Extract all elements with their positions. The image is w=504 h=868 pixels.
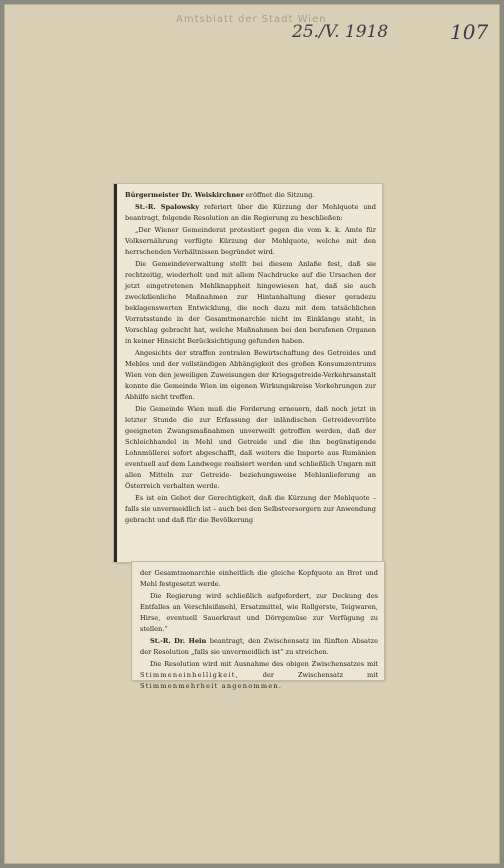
speaker-hein: St.-R. Dr. Hein (150, 637, 207, 645)
paragraph-5: Angesichts der straffen zentralen Bewirtschaftung des Getreides und Mehles und der vollständigen Abhängigkeit des großen Konsumzentrums Wien von den jeweiligen Zuweisungen der Kriegsgetreide-Verkehrsanstalt konnte die Gemeinde Wien im eigenen Wirkungskreise Vorkehrungen zur Abhilfe nicht treffen. (125, 349, 376, 401)
paragraph-9: Die Regierung wird schließlich aufgefordert, zur Deckung des Entfalles an Verschleißmehl, Ersatzmittel, wie Rollgerste, Teigwaren, Hirse, eventuell Sauerkraut und Dörrgemüse zur Verfügung zu stellen.“ (140, 592, 378, 633)
speaker-spalowsky: St.-R. Spalowsky (135, 203, 200, 211)
archive-sheet (4, 4, 500, 864)
resolution-text-c: der Zwischensatz mit (262, 671, 378, 679)
paragraph-8: der Gesamtmonarchie einheitlich die gleiche Kopfquote an Brot und Mehl festgesetzt werde. (140, 569, 378, 588)
paragraph-3: „Der Wiener Gemeinderat protestiert gegen die vom k. k. Amte für Volksernährung verfügte Kürzung der Mehlquote, welche mit den herrschenden Verhältnissen begründet wird. (125, 226, 376, 256)
resolution-majority: Stimmenmehrheit angenommen. (140, 682, 283, 690)
handwritten-page-number: 107 (450, 20, 489, 44)
speaker-mayor: Bürgermeister Dr. Weiskirchner (125, 191, 244, 199)
paragraph-10 (140, 636, 378, 658)
handwritten-date: 25./V. 1918 (292, 22, 389, 42)
paragraph-2 (125, 202, 376, 224)
newspaper-stamp: Amtsblatt der Stadt Wien (176, 14, 327, 25)
paragraph-1-text: eröffnet die Sitzung. (245, 191, 315, 199)
paragraph-6: Die Gemeinde Wien muß die Forderung erneuern, daß noch jetzt in letzter Stunde die zur Erfassung der inländischen Getreidevorräte geeigneten Zwangsmaßnahmen unverweilt getroffen werden, daß der Schleichhandel in Mehl und Getreide und die ihn begünstigende Lohnmüllerei sofort abgeschafft, daß weiters die Importe aus Rumänien eventuell auf dem Landwege realisiert werden und schließlich Ungarn mit allen Mitteln zur Getreide- beziehungsweise Mehlanlieferung an Österreich verhalten werde. (125, 405, 376, 490)
paragraph-2-text: referiert über die Kürzung der Mehlquote und beantragt, folgende Resolution an die Regierung zu beschließen: (125, 203, 376, 222)
paragraph-4: Die Gemeindeverwaltung stellt bei diesem Anlaße fest, daß sie rechtzeitig, wiederholt und mit allem Nachdrucke auf die Ursachen der jetzt eingetretenen Mehlknappheit hingewiesen hat, daß sie auch zweckdienliche Maßnahmen zur Hintanhaltung dieser geradezu beklagenswerten Entwicklung, die noch dazu mit dem tatsächlichen Vorratsstande in der Gesamtmonarchie nicht im Einklange steht, in Vorschlag gebracht hat, welche Maßnahmen bei den berufenen Organen in keiner Hinsicht Berücksichtigung gefunden haben. (125, 260, 376, 345)
paragraph-1 (125, 190, 376, 201)
newspaper-clipping-2 (132, 562, 384, 690)
paragraph-11 (140, 659, 378, 692)
resolution-unanimous: Stimmeneinhelligkeit, (140, 671, 239, 679)
resolution-text-a: Die Resolution wird mit Ausnahme des obigen Zwischensatzes mit (150, 660, 378, 668)
paragraph-10-text: beantragt, den Zwischensatz im fünften Absatze der Resolution „falls sie unvermeidlich ist“ zu streichen. (140, 637, 378, 656)
paragraph-7: Es ist ein Gebot der Gerechtigkeit, daß die Kürzung der Mehlquote – falls sie unvermeidlich ist – auch bei den Selbstversorgern zur Anwendung gebracht und daß für die Bevölkerung (125, 494, 376, 524)
newspaper-clipping-1 (114, 184, 382, 562)
